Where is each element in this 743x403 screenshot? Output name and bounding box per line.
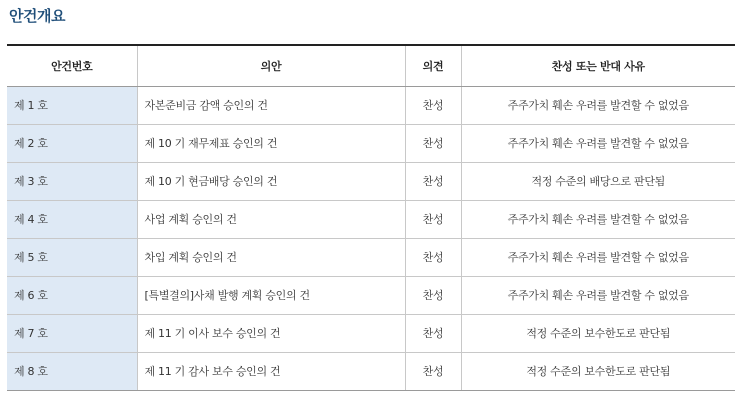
table-row — [7, 162, 735, 200]
reason-cell: 적정 수준의 보수한도로 판단됨 — [461, 314, 735, 352]
agenda-number-cell: 제 2 호 — [7, 124, 137, 162]
opinion-cell: 찬성 — [405, 314, 461, 352]
table-row — [7, 86, 735, 124]
table-row — [7, 238, 735, 276]
opinion-cell: 찬성 — [405, 124, 461, 162]
agenda-table — [7, 44, 735, 391]
reason-cell: 적정 수준의 보수한도로 판단됨 — [461, 352, 735, 390]
reason-cell: 주주가치 훼손 우려를 발견할 수 없었음 — [461, 238, 735, 276]
agenda-title-cell: 제 11 기 감사 보수 승인의 건 — [137, 352, 405, 390]
table-row — [7, 200, 735, 238]
agenda-title-cell: 사업 계획 승인의 건 — [137, 200, 405, 238]
reason-cell: 주주가치 훼손 우려를 발견할 수 없었음 — [461, 200, 735, 238]
agenda-title-cell: 자본준비금 감액 승인의 건 — [137, 86, 405, 124]
agenda-number-cell: 제 3 호 — [7, 162, 137, 200]
table-row — [7, 314, 735, 352]
opinion-cell: 찬성 — [405, 162, 461, 200]
agenda-number-cell: 제 6 호 — [7, 276, 137, 314]
agenda-number-cell: 제 8 호 — [7, 352, 137, 390]
table-header — [7, 45, 735, 86]
reason-cell: 주주가치 훼손 우려를 발견할 수 없었음 — [461, 124, 735, 162]
opinion-cell: 찬성 — [405, 86, 461, 124]
table-row — [7, 352, 735, 390]
header-reason: 찬성 또는 반대 사유 — [461, 45, 735, 86]
agenda-title-cell: 제 11 기 이사 보수 승인의 건 — [137, 314, 405, 352]
reason-cell: 적정 수준의 배당으로 판단됨 — [461, 162, 735, 200]
agenda-number-cell: 제 1 호 — [7, 86, 137, 124]
agenda-number-cell: 제 5 호 — [7, 238, 137, 276]
agenda-title-cell: 차입 계획 승인의 건 — [137, 238, 405, 276]
section-title: 안건개요 — [9, 7, 65, 25]
opinion-cell: 찬성 — [405, 352, 461, 390]
agenda-title-cell: 제 10 기 재무제표 승인의 건 — [137, 124, 405, 162]
agenda-number-cell: 제 7 호 — [7, 314, 137, 352]
header-opinion: 의견 — [405, 45, 461, 86]
reason-cell: 주주가치 훼손 우려를 발견할 수 없었음 — [461, 86, 735, 124]
agenda-title-cell: [특별결의]사채 발행 계획 승인의 건 — [137, 276, 405, 314]
reason-cell: 주주가치 훼손 우려를 발견할 수 없었음 — [461, 276, 735, 314]
table-body — [7, 86, 735, 390]
header-agenda-number: 안건번호 — [7, 45, 137, 86]
opinion-cell: 찬성 — [405, 276, 461, 314]
opinion-cell: 찬성 — [405, 200, 461, 238]
opinion-cell: 찬성 — [405, 238, 461, 276]
header-agenda-title: 의안 — [137, 45, 405, 86]
table-row — [7, 276, 735, 314]
agenda-title-cell: 제 10 기 현금배당 승인의 건 — [137, 162, 405, 200]
header-row — [7, 45, 735, 86]
agenda-number-cell: 제 4 호 — [7, 200, 137, 238]
table-row — [7, 124, 735, 162]
